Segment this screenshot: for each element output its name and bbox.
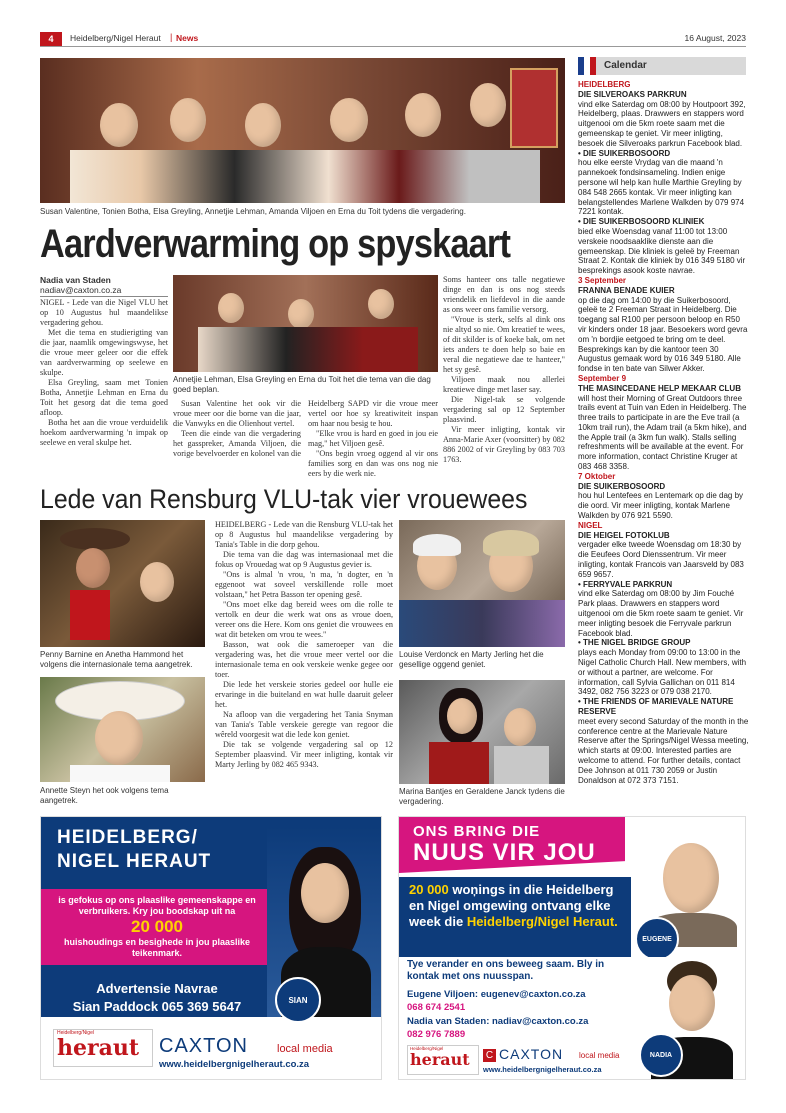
calendar-entry-txt: op die dag om 14:00 by die Suikerbosoord, geleë te 2 Freeman Straat in Heidelberg. Die toegang sal R100 per persoon beloop en R50 vir kinders onder 18 jaar. Besoekers word gevra om 'n bordjie eetgoed te bring om te deel. Besprekings kan by die kantoor teen 30 Augustus gemaak word by 016 349 5180. Alle fondse in ten bate van Silwer Akker. (578, 295, 748, 374)
calendar-entry-txt: vind elke Saterdag om 08:00 by Houtpoort 392, Heidelberg, plaas. Drawwers en stappers word uitgenooi om die 5km roete saam met die gemeenskap te geniet. Vir meer inligting, besoek die Silveroaks parkrun Facebook blad. (578, 99, 746, 148)
paragraph: "Ons moet elke dag bereid wees om die rolle te vertolk en deur die werk wat ons as vroue doen, vereer ons die Here. Kom ons geniet die vrouwees en wat dit beteken om vrou te wees." (215, 600, 393, 639)
caption-penny-anetha: Penny Barnine en Anetha Hammond het volgens die internasionale tema aangetrek. (40, 650, 193, 669)
calendar-entry-ev: DIE SILVEROAKS PARKRUN (578, 89, 687, 99)
calendar-entry-ev: • DIE SUIKERBOSOORD KLINIEK (578, 217, 705, 227)
ad2-body: woņings in die Heidelberg en Nigel omgewing ontvang elke week die (409, 882, 614, 929)
calendar-entry-date: September 9 (578, 373, 627, 383)
ad2-url[interactable]: www.heidelbergnigelheraut.co.za (483, 1065, 602, 1074)
ad1-title-1: HEIDELBERG/ (57, 827, 198, 848)
photo-marina-geraldene (399, 680, 565, 784)
ad1-pitch: is gefokus op ons plaaslike gemeenskappe en verbruikers. Kry jou boodskap uit na (58, 895, 256, 916)
ad-news-team (398, 816, 746, 1080)
calendar-entry-txt: hou elke eerste Vrydag van die maand 'n pannekoek fondsinsameling. Indien enige persone wil help kan hulle Marthie Greyling by 084 548 2665 kontak. Vir meer inligting kan belangstellendes Marlene Walkden by 079 974 7221 kontak. (578, 158, 745, 217)
caption-annette-steyn: Annette Steyn het ook volgens tema aangetrek. (40, 786, 169, 805)
calendar-entry-date: 3 September (578, 275, 627, 285)
ad2-phone1: 068 674 2541 (407, 1002, 466, 1013)
paragraph: Die tak se volgende vergadering sal op 12 September plaasvind. Vir meer inligting, kontak vir Marty Jerling by 082 465 9343. (215, 740, 393, 769)
red-top (429, 742, 489, 784)
red-scarf (70, 590, 110, 640)
calendar-entry-region: HEIDELBERG (578, 80, 631, 89)
page-header (40, 31, 746, 47)
ad2-body-box (399, 877, 631, 957)
photo-annette-steyn (40, 677, 205, 782)
white-blouse (70, 765, 170, 782)
byline-email: nadiav@caxton.co.za (40, 285, 122, 295)
stained-glass-window (510, 68, 558, 148)
ad2-logo-small: Heidelberg/Nigel (410, 1046, 444, 1051)
ad1-number: 20 000 (131, 917, 183, 936)
paragraph: Basson, wat ook die sameroeper van die vergadering was, het die vroue meer vertel oor die internasionale tema en ook verskeie wenke gegee oor toer. (215, 640, 393, 679)
grey-top (494, 746, 549, 784)
calendar-header (578, 57, 746, 75)
calendar-entry-ev: • THE FRIENDS OF MARIEVALE NATURE RESERVE (578, 697, 734, 716)
story1-column2 (173, 399, 301, 459)
paragraph: Viljoen maak nou allerlei kreatiewe dinge met laser say. (443, 375, 565, 394)
photo-annetjie-elsa-erna (173, 275, 438, 372)
ad1-title-2: NIGEL HERAUT (57, 851, 212, 872)
calendar-entry-txt: vergader elke tweede Woensdag om 18:30 by die Eeufees Oord Dienssentrum. Vir meer inligting, kontak Francois van Jaarsveld by 083 659 9657. (578, 540, 744, 579)
ad1-local-media: local media (277, 1043, 333, 1055)
ad1-logo-small: Heidelberg/Nigel (57, 1030, 94, 1036)
ad2-local-media: local media (579, 1051, 620, 1060)
paragraph: "Elke vrou is hard en goed in jou eie mag," het Viljoen gesê. (308, 429, 438, 448)
top-photo-caption: Susan Valentine, Tonien Botha, Elsa Greyling, Annetjie Lehman, Amanda Viljoen en Erna du Toit tydens die vergadering. (40, 207, 466, 216)
mid-photo-caption: Annetjie Lehman, Elsa Greyling en Erna du Toit het die tema van die dag goed beplan. (173, 375, 431, 394)
ad1-caxton: CAXTON (159, 1035, 248, 1057)
paragraph: Susan Valentine het ook vir die vroue meer oor die borne van die jaar, die Vanwyks en die Olienhout vertel. (173, 399, 301, 428)
paragraph: "Vroue is sterk, selfs al dink ons nie altyd so nie. Om kreatief te wees, of dit skilder is of koeke bak, om net iets anders te doen help so baie en veral die negatiewe dae te hanteer," het sy gesê. (443, 315, 565, 374)
ad2-phone2: 082 976 7889 (407, 1029, 466, 1040)
calendar-entry-ev: • FERRYVALE PARKRUN (578, 579, 673, 589)
calendar-entry-region: NIGEL (578, 520, 603, 530)
calendar-entry-ev: FRANNA BENADE KUIER (578, 285, 675, 295)
calendar-title: Calendar (604, 60, 647, 71)
ad1-url[interactable]: www.heidelbergnigelheraut.co.za (159, 1059, 310, 1070)
calendar-entry-txt: vind elke Saterdag om 08:00 by Jim Fouché Park plaas. Drawwers en stappers word uitgenooi om die 5km roete saam te geniet. Vir meer inligting besoek die Ferryvale parkrun Facebook blad. (578, 589, 744, 638)
photo-penny-anetha (40, 520, 205, 647)
paragraph: Met die tema en studierigting van die jaar, naamlik omgewingswyse, het die vroue meer geleer oor die effek van aardverwarming op seelewe en skulpe. (40, 328, 168, 377)
dresses (198, 327, 418, 372)
ad1-enquiries-title: Advertensie Navrae (96, 981, 218, 996)
header-divider: | (170, 32, 173, 42)
calendar-list (578, 80, 750, 785)
ad2-contact1: Eugene Viljoen: eugenev@caxton.co.za (407, 989, 586, 1000)
photo-louise-marty (399, 520, 565, 647)
ad2-number: 20 000 (409, 882, 449, 897)
calendar-entry-txt: meet every second Saturday of the month in the conference centre at the Marievale Nature Reserve after the Springs/Nigel Wessa meeting, which starts at 09:00. Interested parties are welcome to attend. For further details, contact Dee Johnson at 011 730 2059 or Justin Donaldson at 072 373 7151. (578, 716, 749, 785)
story1-column3 (308, 399, 438, 479)
ad1-pitch2: huishoudings en besighede in jou plaaslike teikenmark. (63, 937, 251, 958)
ad1-pitch-box (41, 889, 273, 965)
french-flag-icon (578, 57, 596, 75)
cowboy-hat (60, 528, 130, 550)
ad2-nadia-label: NADIA (639, 1033, 683, 1077)
ad2-logo-heraut (407, 1045, 479, 1075)
ad1-logo-word: heraut (57, 1035, 139, 1061)
ad1-contact: Sian Paddock 065 369 5647 (72, 999, 242, 1014)
clothes (399, 600, 565, 647)
paragraph: Vir meer inligting, kontak vir Anna-Marie Axer (voorsitter) by 082 886 2002 of vir Greyling by 083 703 1763. (443, 425, 565, 464)
ad-heraut-advertising (40, 816, 382, 1080)
issue-date: 16 August, 2023 (684, 33, 746, 43)
byline-author: Nadia van Staden (40, 275, 111, 285)
section-name: News (176, 33, 199, 43)
ad1-sian-label: SIAN (275, 977, 321, 1023)
paragraph: Botha het aan die vroue verduidelik hoekom aardverwarming 'n impak op seelewe en veral skulpe het. (40, 418, 168, 447)
ad2-banner-line2: NUUS VIR JOU (413, 839, 596, 866)
paragraph: Soms hanteer ons talle negatiewe dinge en dan is ons nog steeds vriendelik en liefdevol in die aande as ons weer ons familie versorg. (443, 275, 565, 314)
ad2-contact2: Nadia van Staden: nadiav@caxton.co.za (407, 1016, 589, 1027)
paragraph: Na afloop van die vergadering het Tania Snyman van Tania's Table verskeie geregte van regoor die wêreld voorgesit wat die lede kon geniet. (215, 710, 393, 739)
caption-louise-marty: Louise Verdonck en Marty Jerling het die gesellige oggend geniet. (399, 650, 544, 669)
ad2-banner-line1: ONS BRING DIE (413, 823, 541, 840)
dresses (70, 150, 540, 203)
ad2-logo-word: heraut (410, 1050, 470, 1069)
paragraph: "Ons begin vroeg oggend al vir ons families sorg en dan was ons nog nie eers by die werk nie. (308, 449, 438, 478)
paragraph: "Ons is almal 'n vrou, 'n ma, 'n dogter, en 'n eggenoot wat soveel verskillende rolle moet volstaan," het Petra Basson ter opening gesê. (215, 570, 393, 599)
ad2-eugene-label: EUGENE (635, 917, 679, 961)
paragraph: Die lede het verskeie stories gedeel oor hulle eie ervaringe in die buiteland en wat hulle daaruit geleer het. (215, 680, 393, 709)
headline-rensburg: Lede van Rensburg VLU-tak vier vrouewees (40, 484, 528, 514)
paragraph: Heidelberg SAPD vir die vroue meer vertel oor hoe sy kreatiwiteit inspan om haar nou besig te hou. (308, 399, 438, 428)
calendar-entry-ev: • DIE SUIKERBOSOORD (578, 148, 671, 158)
paragraph: NIGEL - Lede van die Nigel VLU het op 10 Augustus hul maandelikse vergadering gehou. (40, 298, 168, 327)
paragraph: HEIDELBERG - Lede van die Rensburg VLU-tak het op 8 Augustus hul maandelikse vergadering by Tania's Table in die dorp gehou. (215, 520, 393, 549)
story1-column1 (40, 298, 168, 448)
calendar-entry-txt: bied elke Woensdag vanaf 11:00 tot 13:00 verskeie noodsaaklike dienste aan die gemeenskap. Die kliniek is geleë by Freeman Straat 2. Kontak die kliniek by 016 349 5180 vir besprekings asook koste navrae. (578, 226, 746, 276)
story1-column4 (443, 275, 565, 465)
paragraph: Die Nigel-tak se volgende vergadering sal op 12 September plaasvind. (443, 395, 565, 424)
calendar-entry-ev: DIE SUIKERBOSOORD (578, 481, 666, 491)
paragraph: Die tema van die dag was internasionaal met die fokus op Vrouedag wat op 9 Augustus gevier is. (215, 550, 393, 569)
white-hair (413, 534, 461, 556)
calendar-entry-txt: plays each Monday from 09:00 to 13:00 in the Nigel Catholic Church Hall. New members, with or without a partner, are welcome. For information, call Sylvia Gallichan on 011 814 3492, 082 756 3223 or 079 038 2170. (578, 648, 747, 697)
blonde-hair (483, 530, 539, 556)
publication-name: Heidelberg/Nigel Heraut (70, 33, 161, 43)
byline-rule (40, 296, 168, 297)
paragraph: Teen die einde van die vergadering het gasspreker, Amanda Viljoen, die vorige bevelvoerder en kolonel van die (173, 429, 301, 458)
page-number: 4 (40, 32, 62, 46)
calendar-entry-txt: will host their Morning of Great Outdoors three trails event at Tuin van Eden in Heidelberg. The three trails to participate in are the Eve trail (a 10km trail run), the Adam trail (a 5km hike), and the Apple trail (a 3km fun walk). Stalls selling refreshments will be available at the event. For more information, contact Christine Kruger at 083 468 3358. (578, 393, 747, 472)
calendar-entry-date: 7 Oktober (578, 471, 616, 481)
headline-aardverwarming: Aardverwarming op spyskaart (40, 222, 511, 266)
paragraph: Elsa Greyling, saam met Tonien Botha, Annetjie Lehman en Erna du Toit het gesorg dat die tema goed afloop. (40, 378, 168, 417)
calendar-entry-txt: hou hul Lentefees en Lentemark op die dag by die oord. Vir meer inligting, kontak Marlene Walkden by 076 921 5590. (578, 491, 744, 521)
ad2-caxton-icon: C (483, 1049, 496, 1062)
story2-body (215, 520, 393, 770)
ad2-body-paper: Heidelberg/Nigel Heraut. (466, 914, 618, 929)
calendar-entry-ev: DIE HEIGEL FOTOKLUB (578, 530, 670, 540)
group-photo-nigel-vlu (40, 58, 565, 203)
calendar-entry-ev: THE MASINCEDANE HELP MEKAAR CLUB (578, 383, 741, 393)
ad2-cta: Tye verander en ons beweeg saam. Bly in kontak met ons nuusspan. (407, 959, 605, 982)
calendar-entry-ev: • THE NIGEL BRIDGE GROUP (578, 638, 691, 648)
ad2-caxton: CAXTON (499, 1046, 564, 1062)
ad1-logo-heraut (53, 1029, 153, 1067)
caption-marina-geraldene: Marina Bantjes en Geraldene Janck tydens die vergadering. (399, 787, 565, 806)
